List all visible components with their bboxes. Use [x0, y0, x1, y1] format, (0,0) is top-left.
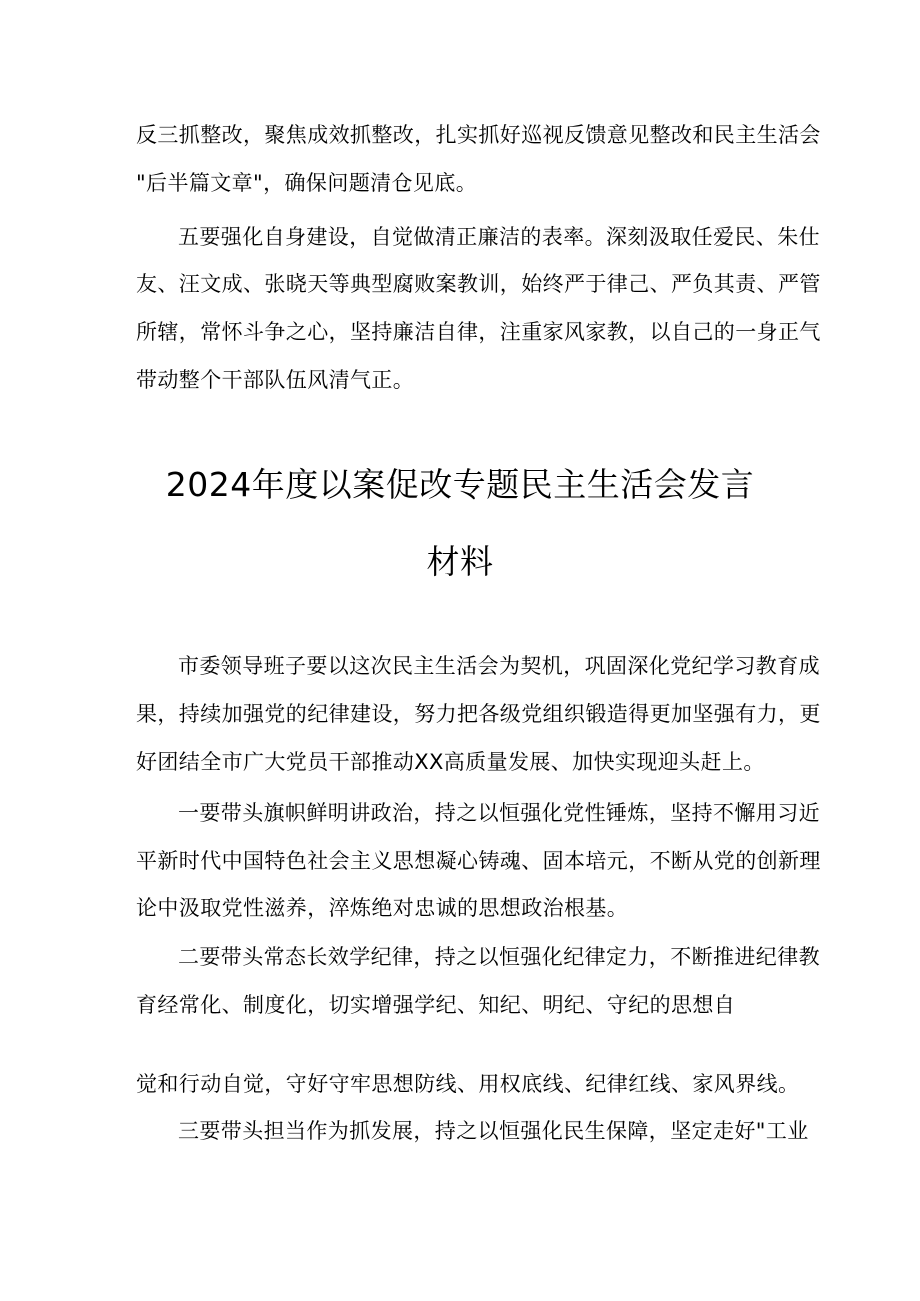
- text-line: 三要带头担当作为抓发展，持之以恒强化民生保障，坚定走好"工业: [178, 1119, 809, 1143]
- document-title: 2024年度以案促改专题民主生活会发言: [165, 465, 755, 504]
- text-line: 所辖，常怀斗争之心，坚持廉洁自律，注重家风家教，以自己的一身正气: [136, 320, 821, 344]
- text-line: 带动整个干部队伍风清气正。: [136, 368, 415, 392]
- text-line: 友、汪文成、张晓天等典型腐败案教训，始终严于律己、严负其责、严管: [136, 272, 821, 296]
- text-line: 好团结全市广大党员干部推动XX高质量发展、加快实现迎头赶上。: [136, 750, 765, 774]
- text-line: 育经常化、制度化，切实增强学纪、知纪、明纪、守纪的思想自: [136, 993, 736, 1017]
- text-line: 论中汲取党性滋养，淬炼绝对忠诚的思想政治根基。: [136, 896, 629, 920]
- document-title-continued: 材料: [426, 542, 494, 581]
- text-line: "后半篇文章"，确保问题清仓见底。: [136, 171, 478, 195]
- text-line: 平新时代中国特色社会主义思想凝心铸魂、固本培元，不断从党的创新理: [136, 849, 821, 873]
- text-line: 一要带头旗帜鲜明讲政治，持之以恒强化党性锤炼，坚持不懈用习近: [178, 801, 820, 825]
- text-line: 市委领导班子要以这次民主生活会为契机，巩固深化党纪学习教育成: [178, 654, 820, 678]
- text-line: 反三抓整改，聚焦成效抓整改，扎实抓好巡视反馈意见整改和民主生活会: [136, 123, 821, 147]
- text-line: 二要带头常态长效学纪律，持之以恒强化纪律定力，不断推进纪律教: [178, 945, 820, 969]
- text-line: 果，持续加强党的纪律建设，努力把各级党组织锻造得更加坚强有力，更: [136, 702, 821, 726]
- text-line: 五要强化自身建设，自觉做清正廉洁的表率。深刻汲取任爱民、朱仕: [178, 225, 820, 249]
- text-line: 觉和行动自觉，守好守牢思想防线、用权底线、纪律红线、家风界线。: [136, 1072, 800, 1096]
